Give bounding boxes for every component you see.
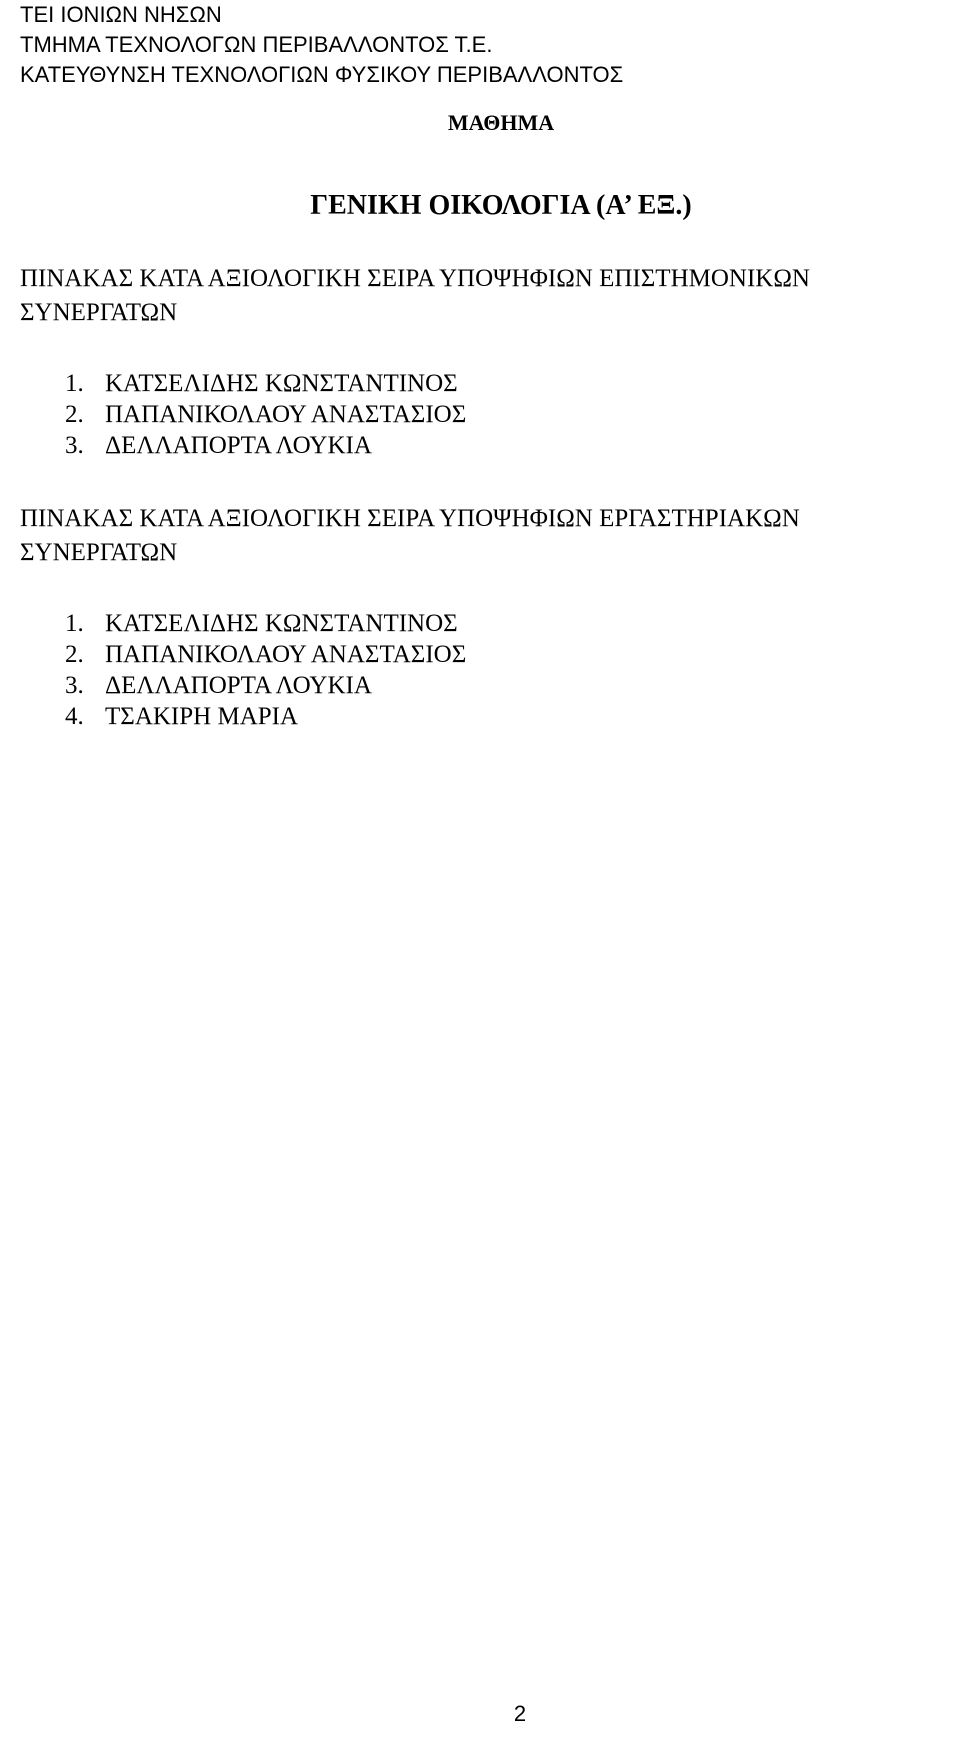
item-number: 2. — [65, 641, 84, 668]
item-number: 3. — [65, 672, 84, 699]
item-number: 4. — [65, 703, 84, 730]
candidate-name: ΤΣΑΚΙΡΗ ΜΑΡΙΑ — [105, 703, 299, 730]
page-number: 2 — [513, 1701, 527, 1726]
list-item — [20, 639, 950, 670]
list-item — [20, 701, 950, 732]
list-item — [20, 430, 950, 461]
item-number: 2. — [65, 401, 84, 428]
section-heading: ΠΙΝΑΚΑΣ ΚΑΤΑ ΑΞΙΟΛΟΓΙΚΗ ΣΕΙΡΑ ΥΠΟΨΗΦΙΩΝ ΕΡΓΑΣΤΗΡΙΑΚΩΝ ΣΥΝΕΡΓΑΤΩΝ — [20, 505, 800, 566]
section-scientific-collaborators — [20, 262, 950, 461]
item-number: 3. — [65, 432, 84, 459]
candidate-name: ΔΕΛΛΑΠΟΡΤΑ ΛΟΥΚΙΑ — [105, 432, 372, 459]
candidate-name: ΚΑΤΣΕΛΙΔΗΣ ΚΩΝΣΤΑΝΤΙΝΟΣ — [105, 610, 458, 637]
candidate-name: ΔΕΛΛΑΠΟΡΤΑ ΛΟΥΚΙΑ — [105, 672, 372, 699]
candidate-name: ΠΑΠΑΝΙΚΟΛΑΟΥ ΑΝΑΣΤΑΣΙΟΣ — [105, 401, 467, 428]
list-item — [20, 368, 950, 399]
course-title: ΓΕΝΙΚΗ ΟΙΚΟΛΟΓΙΑ (Α’ ΕΞ.) — [310, 190, 692, 221]
list-item — [20, 399, 950, 430]
institution-name: ΤΕΙ ΙΟΝΙΩΝ ΝΗΣΩΝ — [20, 2, 222, 27]
item-number: 1. — [65, 370, 84, 397]
section-heading: ΠΙΝΑΚΑΣ ΚΑΤΑ ΑΞΙΟΛΟΓΙΚΗ ΣΕΙΡΑ ΥΠΟΨΗΦΙΩΝ ΕΠΙΣΤΗΜΟΝΙΚΩΝ ΣΥΝΕΡΓΑΤΩΝ — [20, 265, 810, 326]
specialization-name: ΚΑΤΕΥΘΥΝΣΗ ΤΕΧΝΟΛΟΓΙΩΝ ΦΥΣΙΚΟΥ ΠΕΡΙΒΑΛΛΟΝΤΟΣ — [20, 62, 624, 87]
candidate-name: ΠΑΠΑΝΙΚΟΛΑΟΥ ΑΝΑΣΤΑΣΙΟΣ — [105, 641, 467, 668]
list-item — [20, 670, 950, 701]
department-name: ΤΜΗΜΑ ΤΕΧΝΟΛΟΓΩΝ ΠΕΡΙΒΑΛΛΟΝΤΟΣ Τ.Ε. — [20, 32, 493, 57]
item-number: 1. — [65, 610, 84, 637]
section-laboratory-collaborators — [20, 502, 950, 732]
candidate-list — [20, 608, 950, 732]
institution-header — [20, 0, 623, 90]
candidate-list — [20, 368, 950, 461]
course-label: ΜΑΘΗΜΑ — [447, 110, 555, 135]
candidate-name: ΚΑΤΣΕΛΙΔΗΣ ΚΩΝΣΤΑΝΤΙΝΟΣ — [105, 370, 458, 397]
list-item — [20, 608, 950, 639]
